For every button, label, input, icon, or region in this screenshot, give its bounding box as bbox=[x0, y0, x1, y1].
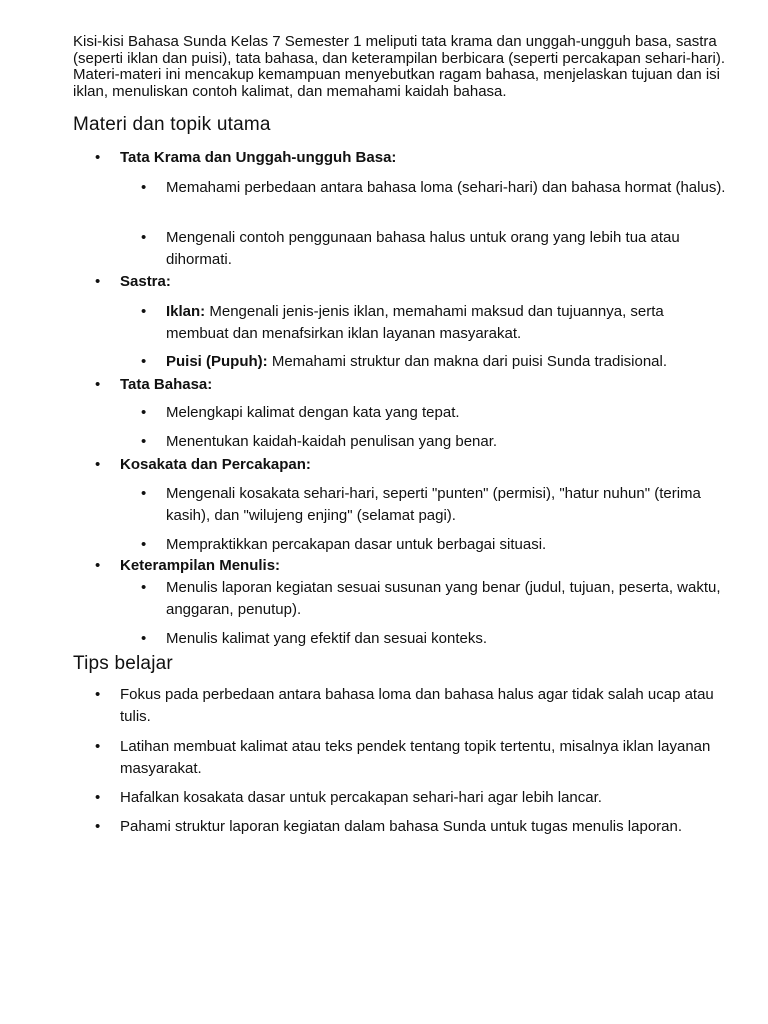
bullet-icon: • bbox=[95, 149, 101, 166]
topic-item bbox=[95, 147, 732, 169]
section-heading-materi: Materi dan topik utama bbox=[73, 114, 271, 135]
tip-item bbox=[95, 684, 732, 728]
subtopic-item bbox=[141, 577, 726, 621]
subtopic-text: Memahami struktur dan makna dari puisi Sunda tradisional. bbox=[267, 353, 668, 370]
tip-item bbox=[95, 816, 732, 838]
bullet-icon: • bbox=[141, 229, 147, 246]
tip-text: Pahami struktur laporan kegiatan dalam bahasa Sunda untuk tugas menulis laporan. bbox=[120, 818, 683, 835]
bullet-icon: • bbox=[95, 818, 101, 835]
subtopic-item bbox=[141, 431, 726, 453]
bullet-icon: • bbox=[141, 630, 147, 647]
topic-item bbox=[95, 454, 732, 476]
bullet-icon: • bbox=[141, 303, 147, 320]
bullet-icon: • bbox=[95, 557, 101, 574]
section-heading-tips: Tips belajar bbox=[73, 653, 173, 674]
bullet-icon: • bbox=[141, 536, 147, 553]
subtopic-item bbox=[141, 227, 726, 271]
subtopic-item bbox=[141, 351, 726, 373]
subtopic-text: Menulis kalimat yang efektif dan sesuai konteks. bbox=[166, 630, 487, 647]
subtopic-item bbox=[141, 301, 726, 345]
subtopic-text: Menulis laporan kegiatan sesuai susunan yang benar (judul, tujuan, peserta, waktu, anggaran, penutup). bbox=[166, 579, 721, 618]
bullet-icon: • bbox=[95, 273, 101, 290]
subtopic-text: Memahami perbedaan antara bahasa loma (sehari-hari) dan bahasa hormat (halus). bbox=[166, 179, 726, 196]
topic-item bbox=[95, 555, 732, 577]
bullet-icon: • bbox=[95, 738, 101, 755]
bullet-icon: • bbox=[141, 404, 147, 421]
tip-text: Hafalkan kosakata dasar untuk percakapan sehari-hari agar lebih lancar. bbox=[120, 789, 602, 806]
bullet-icon: • bbox=[141, 433, 147, 450]
topic-heading: Tata Krama dan Unggah-ungguh Basa: bbox=[120, 149, 397, 166]
bullet-icon: • bbox=[95, 789, 101, 806]
subtopic-text: Mengenali kosakata sehari-hari, seperti "punten" (permisi), "hatur nuhun" (terima kasih), dan "wilujeng enjing" (selamat pagi). bbox=[166, 485, 701, 524]
subtopic-item bbox=[141, 628, 726, 650]
bullet-icon: • bbox=[141, 353, 147, 370]
subtopic-label: Iklan: bbox=[166, 303, 206, 320]
topic-item bbox=[95, 271, 732, 293]
subtopic-text: Mempraktikkan percakapan dasar untuk berbagai situasi. bbox=[166, 536, 547, 553]
subtopic-item bbox=[141, 177, 726, 199]
topic-heading: Keterampilan Menulis: bbox=[120, 557, 281, 574]
subtopic-item bbox=[141, 534, 726, 556]
subtopic-label: Puisi (Pupuh): bbox=[166, 353, 268, 370]
bullet-icon: • bbox=[141, 579, 147, 596]
tip-item bbox=[95, 787, 732, 809]
subtopic-item bbox=[141, 402, 726, 424]
subtopic-text: Mengenali contoh penggunaan bahasa halus untuk orang yang lebih tua atau dihormati. bbox=[166, 229, 680, 268]
bullet-icon: • bbox=[95, 686, 101, 703]
intro-paragraph: Kisi-kisi Bahasa Sunda Kelas 7 Semester 1 meliputi tata krama dan unggah-ungguh basa, sastra (seperti iklan dan puisi), tata bahasa, dan keterampilan berbicara (seperti percakapan sehari-hari). Materi-materi ini mencakup kemampuan menyebutkan ragam bahasa, menjelaskan tujuan dan isi iklan, menuliskan contoh kalimat, dan memahami kaidah bahasa. bbox=[73, 33, 726, 100]
tip-text: Latihan membuat kalimat atau teks pendek tentang topik tertentu, misalnya iklan layanan masyarakat. bbox=[120, 738, 711, 777]
subtopic-item bbox=[141, 483, 726, 527]
topic-heading: Kosakata dan Percakapan: bbox=[120, 456, 311, 473]
bullet-icon: • bbox=[141, 179, 147, 196]
subtopic-text: Melengkapi kalimat dengan kata yang tepat. bbox=[166, 404, 460, 421]
topic-item bbox=[95, 374, 732, 396]
tip-item bbox=[95, 736, 732, 780]
subtopic-text: Menentukan kaidah-kaidah penulisan yang benar. bbox=[166, 433, 498, 450]
bullet-icon: • bbox=[95, 456, 101, 473]
bullet-icon: • bbox=[95, 376, 101, 393]
topic-heading: Sastra: bbox=[120, 273, 171, 290]
bullet-icon: • bbox=[141, 485, 147, 502]
tip-text: Fokus pada perbedaan antara bahasa loma dan bahasa halus agar tidak salah ucap atau tulis. bbox=[120, 686, 714, 725]
topic-heading: Tata Bahasa: bbox=[120, 376, 213, 393]
subtopic-text: Mengenali jenis-jenis iklan, memahami maksud dan tujuannya, serta membuat dan menafsirkan iklan layanan masyarakat. bbox=[166, 303, 664, 342]
